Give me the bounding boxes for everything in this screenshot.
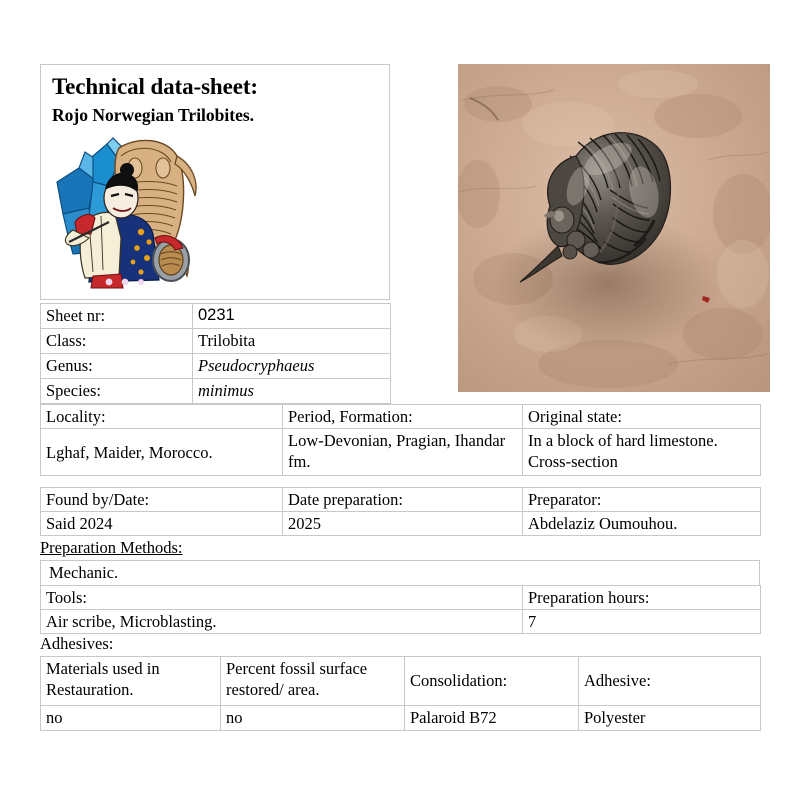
consolidation-value: Palaroid B72 xyxy=(405,706,579,731)
table-row xyxy=(41,304,391,329)
title-box xyxy=(40,64,390,300)
preparator-value: Abdelaziz Oumouhou. xyxy=(523,512,761,536)
class-label: Class: xyxy=(41,329,193,354)
materials-used-label: Materials used in Restauration. xyxy=(41,657,221,706)
original-state-value: In a block of hard limestone. Cross-section xyxy=(523,429,761,476)
date-preparation-label: Date preparation: xyxy=(283,488,523,512)
fossil-photograph xyxy=(458,64,770,392)
date-preparation-value: 2025 xyxy=(283,512,523,536)
taxonomy-table xyxy=(40,303,391,404)
page-subtitle: Rojo Norwegian Trilobites. xyxy=(52,105,255,125)
materials-used-value: no xyxy=(41,706,221,731)
table-row xyxy=(41,429,761,476)
table-row xyxy=(41,354,391,379)
genus-value: Pseudocryphaeus xyxy=(193,354,391,379)
company-logo xyxy=(49,130,209,295)
class-value: Trilobita xyxy=(193,329,391,354)
tools-label: Tools: xyxy=(41,586,523,610)
sheet-nr-label: Sheet nr: xyxy=(41,304,193,329)
preparation-methods-table xyxy=(40,560,760,586)
preparation-hours-value: 7 xyxy=(523,610,761,634)
table-row xyxy=(41,379,391,404)
species-label: Species: xyxy=(41,379,193,404)
percent-restored-label: Percent fossil surface restored/ area. xyxy=(221,657,405,706)
locality-value: Lghaf, Maider, Morocco. xyxy=(41,429,283,476)
percent-restored-value: no xyxy=(221,706,405,731)
preparation-methods-value: Mechanic. xyxy=(41,561,760,586)
tools-value: Air scribe, Microblasting. xyxy=(41,610,523,634)
table-header-row xyxy=(41,405,761,429)
table-row xyxy=(41,561,760,586)
adhesive-value: Polyester xyxy=(579,706,761,731)
original-state-label: Original state: xyxy=(523,405,761,429)
table-row xyxy=(41,512,761,536)
genus-label: Genus: xyxy=(41,354,193,379)
found-by-value: Said 2024 xyxy=(41,512,283,536)
sheet-nr-value: 0231 xyxy=(193,304,391,329)
period-formation-label: Period, Formation: xyxy=(283,405,523,429)
preparator-label: Preparator: xyxy=(523,488,761,512)
adhesive-label: Adhesive: xyxy=(579,657,761,706)
preparation-methods-label: Preparation Methods: xyxy=(40,538,183,557)
table-row xyxy=(41,610,761,634)
found-by-label: Found by/Date: xyxy=(41,488,283,512)
table-header-row xyxy=(41,488,761,512)
period-formation-value: Low-Devonian, Pragian, Ihandar fm. xyxy=(283,429,523,476)
consolidation-label: Consolidation: xyxy=(405,657,579,706)
page-title: Technical data-sheet: xyxy=(52,74,258,99)
table-row xyxy=(41,329,391,354)
adhesives-table xyxy=(40,656,761,731)
tools-table xyxy=(40,585,761,634)
table-header-row xyxy=(41,657,761,706)
adhesives-label: Adhesives: xyxy=(40,634,114,653)
locality-label: Locality: xyxy=(41,405,283,429)
table-header-row xyxy=(41,586,761,610)
locality-table xyxy=(40,404,761,476)
table-row xyxy=(41,706,761,731)
species-value: minimus xyxy=(193,379,391,404)
found-by-table xyxy=(40,487,761,536)
preparation-hours-label: Preparation hours: xyxy=(523,586,761,610)
